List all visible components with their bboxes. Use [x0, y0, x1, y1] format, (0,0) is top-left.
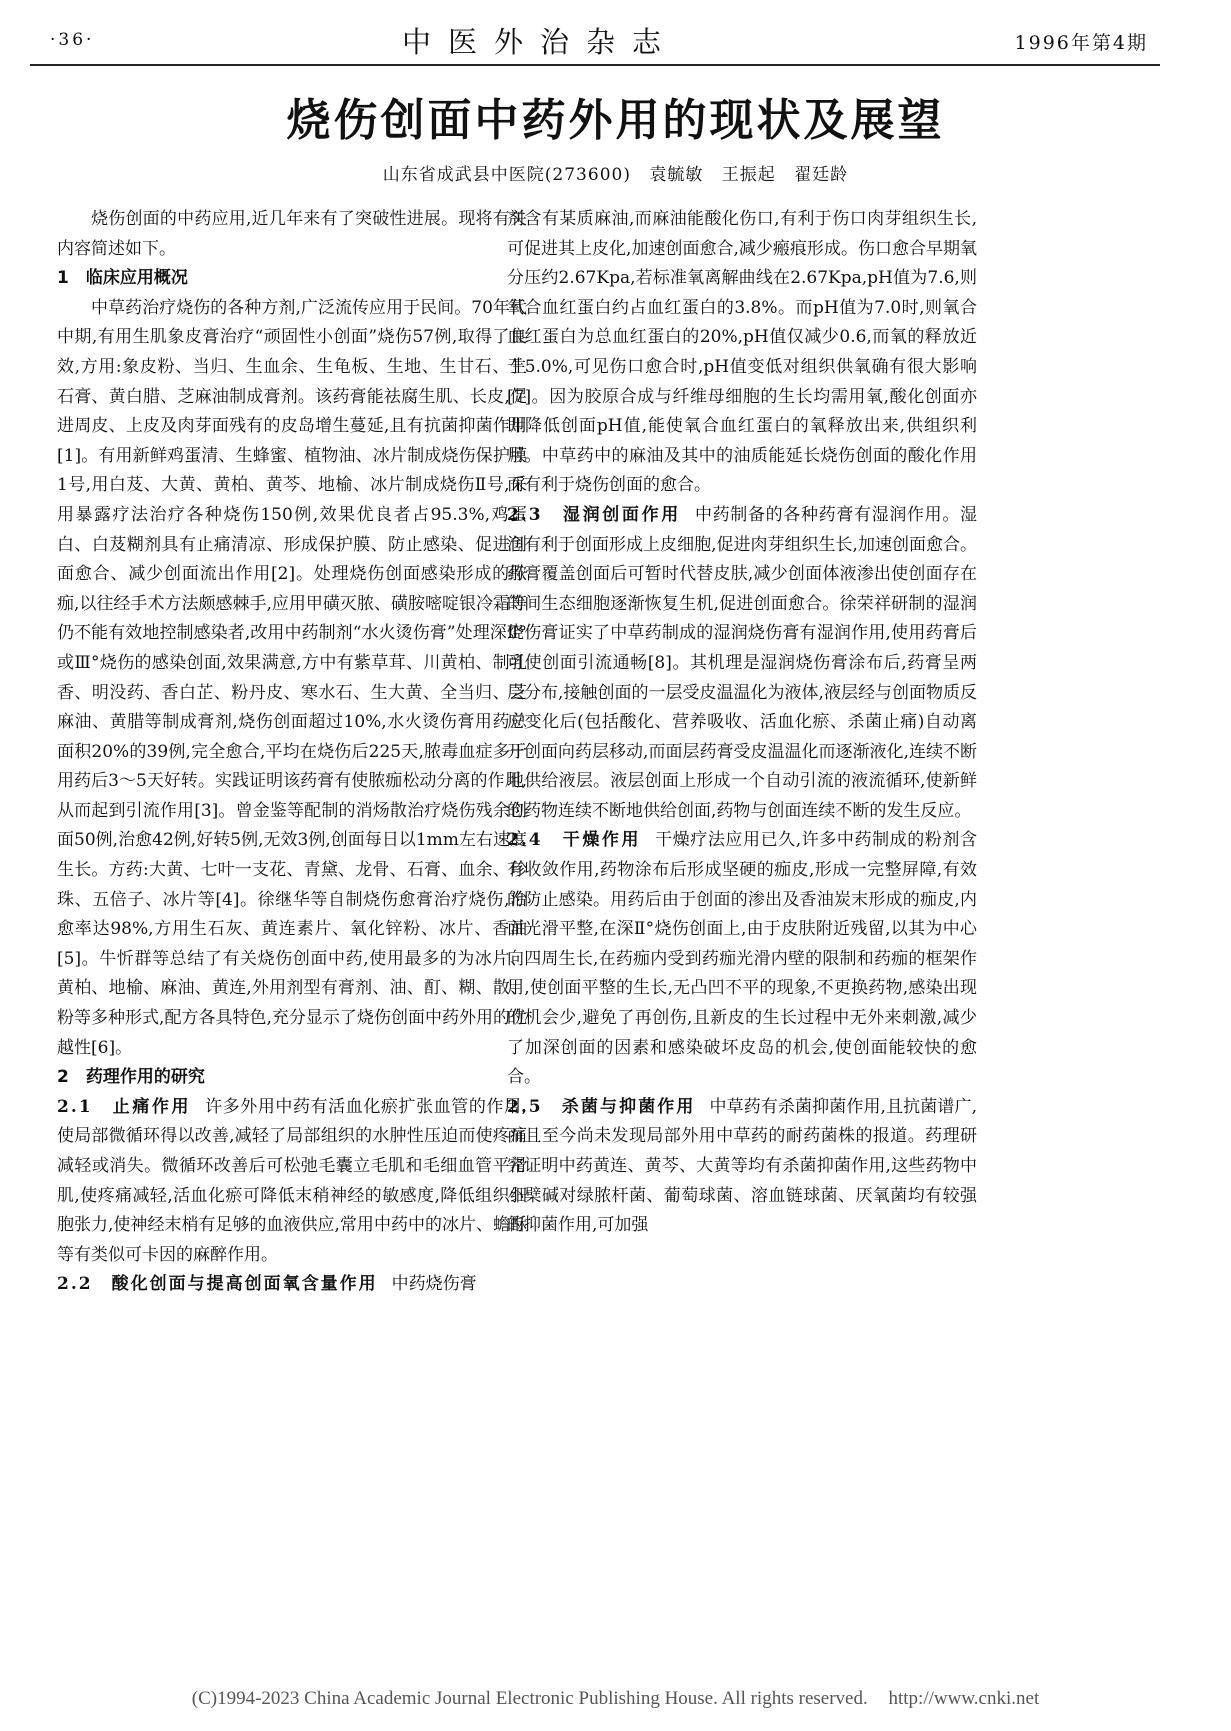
footer-url: http://www.cnki.net [888, 1688, 1040, 1709]
copyright-text: (C)1994-2023 China Academic Journal Electronic Publishing House. All rights reserved. [191, 1688, 868, 1709]
subsection-2-4 [507, 826, 977, 1092]
running-header [30, 20, 1160, 66]
issue-label: 1996年第4期 [1014, 32, 1148, 54]
author-name: 王振起 [721, 165, 776, 185]
subsection-2-3-label: 2.3 湿润创面作用 [507, 504, 681, 525]
section-2-heading: 2 药理作用的研究 [57, 1067, 205, 1088]
subsection-2-5-text: 中草药有杀菌抑菌作用,且抗菌谱广,而且至今尚未发现局部外用中草药的耐药菌株的报道。药理研究证明中药黄连、黄芩、大黄等均有杀菌抑菌作用,这些药物中小檗碱对绿脓杆菌、葡萄球菌、溶血链球菌、厌氧菌均有较强的抑菌作用,可加强 [507, 1096, 977, 1236]
subsection-2-1 [57, 1093, 527, 1271]
subsection-2-3-text: 中药制备的各种药膏有湿润作用。湿润有利于创面形成上皮细胞,促进肉芽组织生长,加速创面愈合。药膏覆盖创面后可暂时代替皮肤,减少创面体液渗出使创面存在的间生态细胞逐渐恢复生机,促进创面愈合。徐荣祥研制的湿润烧伤膏证实了中草药制成的湿润烧伤膏有湿润作用,使用药膏后可使创面引流通畅[8]。其机理是湿润烧伤膏涂布后,药膏呈两层分布,接触创面的一层受皮温温化为液体,液层经与创面物质反应变化后(包括酸化、营养吸收、活血化瘀、杀菌止痛)自动离开创面向药层移动,而面层药膏受皮温温化而逐渐液化,连续不断地供给液层。液层创面上形成一个自动引流的液流循环,使新鲜的药物连续不断地供给创面,药物与创面连续不断的发生反应。 [507, 504, 978, 821]
subsection-2-5-label: 2.5 杀菌与抑菌作用 [507, 1096, 696, 1117]
affiliation: 山东省成武县中医院(273600) [382, 165, 631, 185]
journal-name: 中医外治杂志 [402, 25, 679, 59]
subsection-2-2-text: 中药烧伤膏 [391, 1274, 477, 1295]
section-1-heading: 1 临床应用概况 [57, 268, 188, 289]
left-column [57, 205, 527, 1300]
subsection-2-4-text: 干燥疗法应用已久,许多中药制成的粉剂含有收敛作用,药物涂布后形成坚硬的痂皮,形成一完整屏障,有效的防止感染。用药后由于创面的渗出及香油炭末形成的痂皮,内面光滑平整,在深Ⅱ°烧伤创面上,由于皮肤附近残留,以其为中心向四周生长,在药痂内受到药痂光滑内壁的限制和药痂的框架作用,使创面平整的生长,无凸凹不平的现象,不更换药物,感染出现的机会少,避免了再创伤,且新皮的生长过程中无外来刺激,减少了加深创面的因素和感染破坏皮岛的机会,使创面能较快的愈合。 [507, 830, 978, 1088]
subsection-2-5 [507, 1093, 977, 1241]
subsection-2-4-label: 2.4 干燥作用 [507, 830, 642, 851]
subsection-2-1-text: 许多外用中药有活血化瘀扩张血管的作用,使局部微循环得以改善,减轻了局部组织的水肿性压迫而使疼痛减轻或消失。微循环改善后可松弛毛囊立毛肌和毛细血管平滑肌,使疼痛减轻,活血化瘀可降低末稍神经的敏感度,降低组织细胞张力,使神经末梢有足够的血液供应,常用中药中的冰片、蟾酥等有类似可卡因的麻醉作用。 [57, 1096, 528, 1265]
right-column [507, 205, 977, 1241]
subsection-2-1-label: 2.1 止痛作用 [57, 1096, 192, 1117]
subsection-2-3 [507, 501, 977, 827]
page-number: ·36· [50, 30, 95, 50]
intro-paragraph: 烧伤创面的中药应用,近几年来有了突破性进展。现将有关内容简述如下。 [57, 209, 527, 259]
continued-paragraph: 剂含有某质麻油,而麻油能酸化伤口,有利于伤口肉芽组织生长,可促进其上皮化,加速创面愈合,减少瘢痕形成。伤口愈合早期氧分压约2.67Kpa,若标准氧离解曲线在2.67Kpa,pH值为7.6,则氧合血红蛋白约占血红蛋白的3.8%。而pH值为7.0时,则氧合血红蛋白为总血红蛋白的20%,pH值仅减少0.6,而氧的释放近于5.0%,可见伤口愈合时,pH值变低对组织供氧确有很大影响[7]。因为胶原合成与纤维母细胞的生长均需用氧,酸化创面亦即降低创面pH值,能使氧合血红蛋白的氧释放出来,供组织利用。中草药中的麻油及其中的油质能延长烧伤创面的酸化作用而有利于烧伤创面的愈合。 [507, 209, 977, 496]
article-title: 烧伤创面中药外用的现状及展望 [286, 95, 945, 146]
subsection-2-2 [57, 1270, 527, 1300]
author-name: 袁毓敏 [649, 165, 704, 185]
subsection-2-2-label: 2.2 酸化创面与提高创面氧含量作用 [57, 1274, 378, 1295]
copyright-footer [0, 1688, 1231, 1710]
author-name: 翟廷龄 [794, 165, 849, 185]
section-1-paragraph: 中草药治疗烧伤的各种方剂,广泛流传应用于民间。70年代中期,有用生肌象皮膏治疗“顽固性小创面”烧伤57例,取得了良效,方用:象皮粉、当归、生血余、生龟板、生地、生甘石、生石膏、黄白腊、芝麻油制成膏剂。该药膏能祛腐生肌、长皮,促进周皮、上皮及肉芽面残有的皮岛增生蔓延,且有抗菌抑菌作用[1]。有用新鲜鸡蛋清、生蜂蜜、植物油、冰片制成烧伤保护膜1号,用白芨、大黄、黄柏、黄芩、地榆、冰片制成烧伤Ⅱ号,采用暴露疗法治疗各种烧伤150例,效果优良者占95.3%,鸡蛋白、白芨糊剂具有止痛清凉、形成保护膜、防止感染、促进创面愈合、减少创面流出作用[2]。处理烧伤创面感染形成的脓痂,以往经手术方法颇感棘手,应用甲磺灭脓、磺胺嘧啶银冷霜等仍不能有效地控制感染者,改用中药制剂“水火烫伤膏”处理深Ⅱ°或Ⅲ°烧伤的感染创面,效果满意,方中有紫草茸、川黄柏、制乳香、明没药、香白芷、粉丹皮、寒水石、生大黄、全当归、芝麻油、黄腊等制成膏剂,烧伤创面超过10%,水火烫伤膏用药总面积20%的39例,完全愈合,平均在烧伤后225天,脓毒血症多于用药后3～5天好转。实践证明该药膏有使脓痂松动分离的作用,从而起到引流作用[3]。曾金鉴等配制的消炀散治疗烧伤残余创面50例,治愈42例,好转5例,无效3例,创面每日以1mm左右速度生长。方药:大黄、七叶一支花、青黛、龙骨、石膏、血余、珍珠、五倍子、冰片等[4]。徐继华等自制烧伤愈膏治疗烧伤,治愈率达98%,方用生石灰、黄连素片、氧化锌粉、冰片、香油[5]。牛忻群等总结了有关烧伤创面中药,使用最多的为冰片、黄柏、地榆、麻油、黄连,外用剂型有膏剂、油、酊、糊、散、粉等多种形式,配方各具特色,充分显示了烧伤创面中药外用的优越性[6]。 [57, 297, 527, 1058]
author-line [0, 160, 1231, 185]
